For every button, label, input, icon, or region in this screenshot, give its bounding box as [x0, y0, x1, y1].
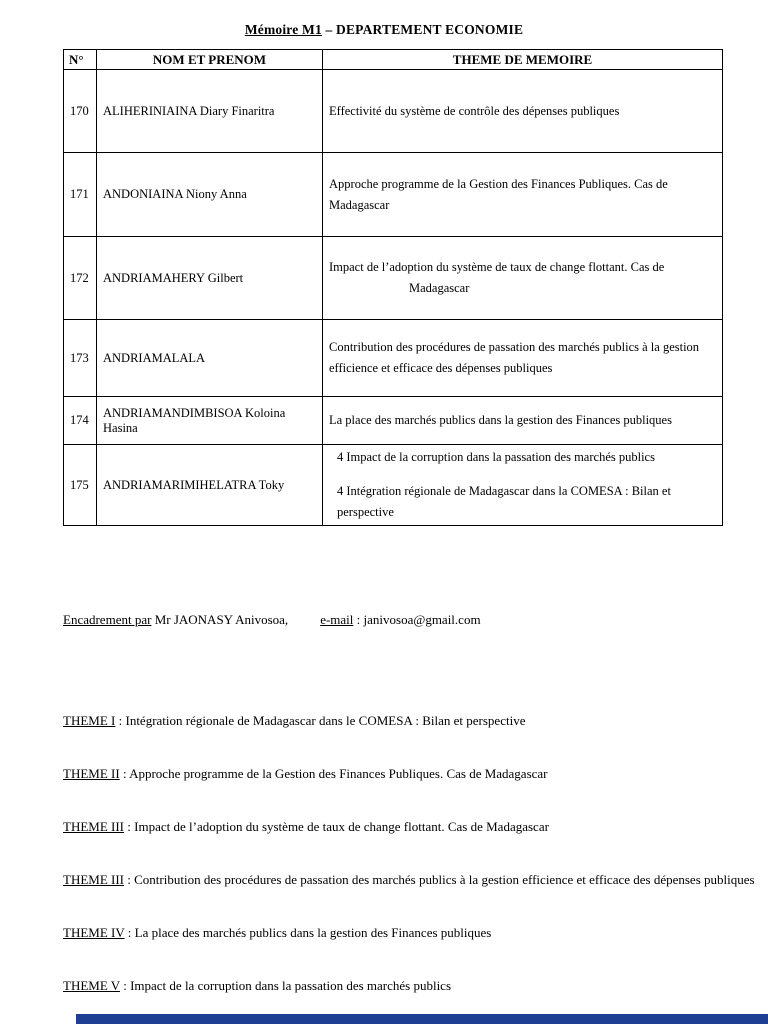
theme-line: 4 Intégration régionale de Madagascar dans la COMESA : Bilan et perspective: [337, 484, 671, 519]
table-row: [64, 237, 723, 320]
theme-list-item: [63, 712, 763, 729]
email-address: : janivosoa@gmail.com: [353, 612, 481, 627]
theme-line: Contribution des procédures de passation des marchés publics à la gestion efficience et efficace des dépenses publiques: [329, 340, 700, 375]
theme-text: La place des marchés publics dans la gestion des Finances publiques: [134, 925, 492, 940]
page-title: [0, 0, 768, 38]
email-label: e-mail: [320, 612, 354, 627]
theme-list-item: [63, 924, 763, 941]
theme-line: 4 Impact de la corruption dans la passation des marchés publics: [337, 450, 655, 464]
row-number: 173: [64, 320, 97, 397]
memoire-theme: [323, 397, 723, 445]
table-row: [64, 320, 723, 397]
viewer-bottom-bar: [76, 1014, 768, 1024]
theme-text: Impact de l’adoption du système de taux de change flottant. Cas de Madagascar: [134, 819, 549, 834]
theme-list-item: [63, 818, 763, 835]
theme-text: Impact de la corruption dans la passation des marchés publics: [130, 978, 452, 993]
theme-text: Approche programme de la Gestion des Finances Publiques. Cas de Madagascar: [129, 766, 548, 781]
memoire-theme: [323, 445, 723, 526]
page-title-rest: – DEPARTEMENT ECONOMIE: [321, 22, 524, 37]
theme-label: THEME II: [63, 766, 120, 781]
theme-separator: :: [119, 766, 130, 781]
theme-separator: :: [124, 819, 135, 834]
row-number: 170: [64, 70, 97, 153]
theme-list-item: [63, 765, 763, 782]
encadrement-text: Mr JAONASY Anivosoa,: [151, 612, 289, 627]
theme-text: Contribution des procédures de passation des marchés publics à la gestion efficience et efficace des dépenses publiques: [134, 872, 755, 887]
table-row: [64, 445, 723, 526]
theme-line: La place des marchés publics dans la gestion des Finances publiques: [329, 413, 672, 427]
encadrement-line: [63, 612, 768, 628]
theme-line: Madagascar: [409, 281, 470, 295]
row-number: 175: [64, 445, 97, 526]
student-name: ALIHERINIAINA Diary Finaritra: [97, 70, 323, 153]
theme-separator: :: [115, 713, 126, 728]
theme-text: Intégration régionale de Madagascar dans le COMESA : Bilan et perspective: [125, 713, 526, 728]
theme-label: THEME III: [63, 872, 125, 887]
student-name: ANDRIAMANDIMBISOA Koloina Hasina: [97, 397, 323, 445]
table-header-row: [64, 50, 723, 70]
memoire-theme: [323, 153, 723, 237]
student-name: ANDRIAMALALA: [97, 320, 323, 397]
memoire-theme: [323, 320, 723, 397]
row-number: 171: [64, 153, 97, 237]
theme-list-item: [63, 871, 763, 888]
table-row: [64, 70, 723, 153]
memoire-theme: [323, 237, 723, 320]
header-num: N°: [64, 50, 97, 70]
student-name: ANDRIAMAHERY Gilbert: [97, 237, 323, 320]
theme-line: Impact de l’adoption du système de taux de change flottant. Cas de: [329, 260, 665, 274]
theme-label: THEME IV: [63, 925, 125, 940]
table-row: [64, 153, 723, 237]
theme-separator: :: [124, 872, 135, 887]
theme-label: THEME V: [63, 978, 120, 993]
theme-separator: :: [124, 925, 135, 940]
row-number: 172: [64, 237, 97, 320]
row-number: 174: [64, 397, 97, 445]
memoire-table: [63, 49, 723, 526]
theme-label: THEME I: [63, 713, 116, 728]
header-name: NOM ET PRENOM: [97, 50, 323, 70]
theme-list-item: [63, 977, 763, 994]
table-row: [64, 397, 723, 445]
page-title-underlined: Mémoire M1: [244, 22, 322, 37]
theme-line: Approche programme de la Gestion des Finances Publiques. Cas de Madagascar: [329, 176, 668, 212]
theme-list: [63, 712, 768, 994]
theme-separator: :: [119, 978, 131, 993]
encadrement-label: Encadrement par: [63, 612, 152, 627]
memoire-theme: [323, 70, 723, 153]
student-name: ANDRIAMARIMIHELATRA Toky: [97, 445, 323, 526]
header-theme: THEME DE MEMOIRE: [323, 50, 723, 70]
theme-label: THEME III: [63, 819, 125, 834]
theme-line: Effectivité du système de contrôle des dépenses publiques: [329, 103, 620, 118]
student-name: ANDONIAINA Niony Anna: [97, 153, 323, 237]
